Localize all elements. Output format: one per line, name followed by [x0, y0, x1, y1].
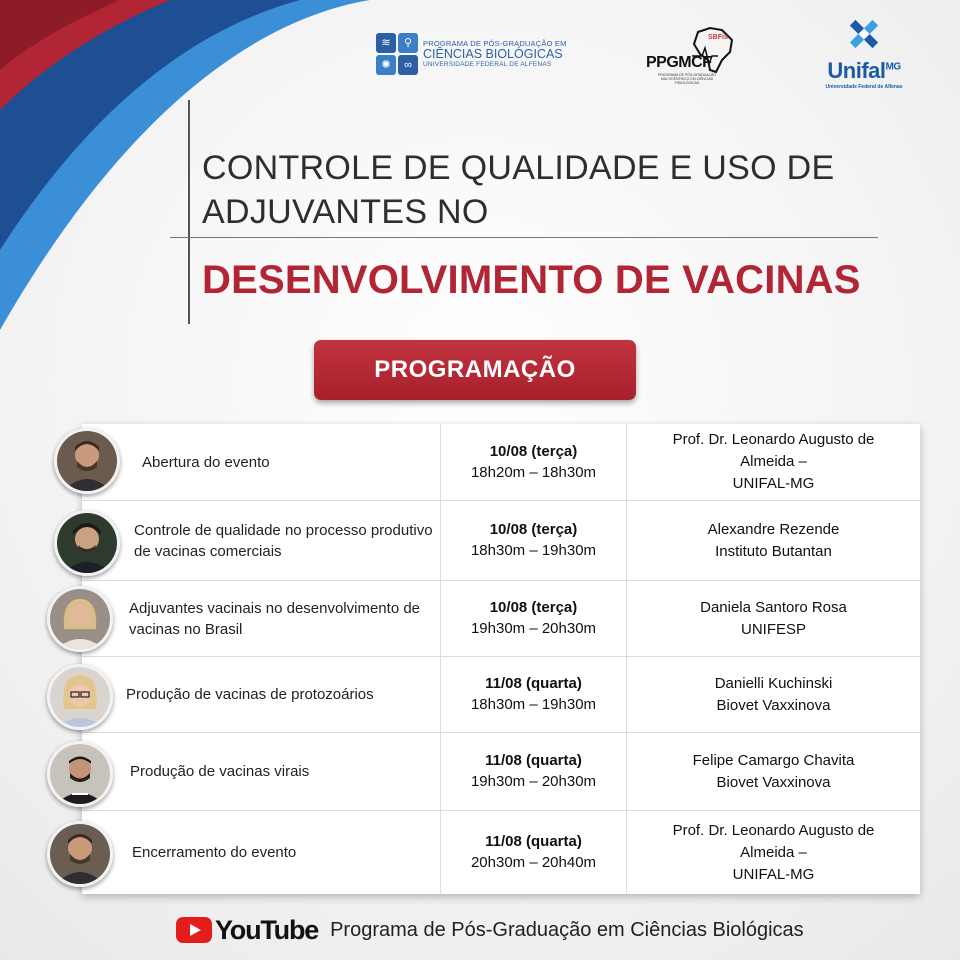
table-row	[82, 811, 920, 894]
avatar	[54, 428, 120, 494]
event-title: CONTROLE DE QUALIDADE E USO DE ADJUVANTES NO	[202, 149, 835, 231]
row-time: 19h30m – 20h30m	[470, 620, 597, 637]
row-date: 11/08 (quarta)	[485, 675, 582, 692]
ppgcb-logo	[376, 33, 567, 75]
row-topic: Produção de vacinas virais	[130, 763, 310, 780]
event-subtitle: DESENVOLVIMENTO DE VACINAS	[202, 258, 861, 302]
row-topic: Produção de vacinas de protozoários	[126, 686, 374, 703]
virus-icon: ✺	[376, 55, 396, 75]
schedule-table	[82, 424, 920, 894]
avatar	[47, 586, 113, 652]
row-topic: Abertura do evento	[142, 453, 270, 471]
unifal-subtitle: Universidade Federal de Alfenas	[825, 84, 903, 90]
channel-name: Programa de Pós-Graduação em Ciências Biológicas	[330, 918, 804, 941]
ppgcb-logo-line3: UNIVERSIDADE FEDERAL DE ALFENAS	[423, 60, 552, 68]
table-row	[82, 501, 920, 581]
unifal-mark-icon	[842, 14, 886, 54]
row-date: 11/08 (quarta)	[485, 833, 582, 850]
footer	[176, 914, 804, 946]
row-time: 19h30m – 20h30m	[470, 773, 597, 790]
unifal-logo	[816, 14, 912, 90]
ppgcb-logo-line1: PROGRAMA DE PÓS-GRADUAÇÃO EM	[423, 38, 567, 48]
row-date: 10/08 (terça)	[489, 599, 578, 616]
table-row	[82, 733, 920, 811]
row-time: 20h30m – 20h40m	[470, 854, 597, 871]
row-date: 10/08 (terça)	[489, 521, 578, 538]
youtube-logo	[176, 915, 318, 946]
unifal-word: Unifal	[827, 58, 886, 83]
ppgmcf-subtitle: PROGRAMA DE PÓS-GRADUAÇÃO MULTICÊNTRICO EM CIÊNCIAS FISIOLÓGICAS	[657, 73, 717, 86]
bacteria-icon: ∞	[398, 55, 418, 75]
row-speaker: Prof. Dr. Leonardo Augusto de Almeida – UNIFAL-MG	[672, 821, 875, 883]
row-time: 18h20m – 18h30m	[470, 463, 597, 481]
row-date: 10/08 (terça)	[489, 442, 578, 460]
table-row	[82, 581, 920, 657]
youtube-wordmark: YouTube	[215, 914, 319, 945]
youtube-play-icon	[176, 917, 212, 943]
row-speaker: Prof. Dr. Leonardo Augusto de Almeida – UNIFAL-MG	[672, 431, 875, 492]
unifal-mg: MG	[885, 61, 901, 73]
row-topic: Encerramento do evento	[132, 844, 297, 861]
program-heading: PROGRAMAÇÃO	[314, 340, 636, 400]
row-date: 11/08 (quarta)	[485, 752, 582, 769]
avatar	[47, 664, 113, 730]
avatar	[54, 510, 120, 576]
dna-icon: ≋	[376, 33, 396, 53]
microscope-icon: ⚲	[398, 33, 418, 53]
row-topic: Adjuvantes vacinais no desenvolvimento de vacinas no Brasil	[129, 599, 421, 638]
row-speaker: Felipe Camargo Chavita Biovet Vaxxinova	[692, 751, 855, 791]
table-row	[82, 424, 920, 501]
row-topic: Controle de qualidade no processo produtivo de vacinas comerciais	[134, 521, 433, 560]
title-horizontal-rule	[170, 237, 878, 238]
ppgcb-logo-line2: CIÊNCIAS BIOLÓGICAS	[423, 47, 563, 62]
row-speaker: Danielli Kuchinski Biovet Vaxxinova	[714, 674, 833, 714]
title-vertical-rule	[188, 100, 190, 324]
row-time: 18h30m – 19h30m	[470, 696, 597, 713]
row-speaker: Alexandre Rezende Instituto Butantan	[707, 520, 840, 560]
avatar	[47, 821, 113, 887]
ppgmcf-name: PPGMCF	[646, 54, 712, 71]
row-time: 18h30m – 19h30m	[470, 542, 597, 559]
avatar	[47, 741, 113, 807]
row-speaker: Daniela Santoro Rosa UNIFESP	[700, 598, 847, 638]
table-row	[82, 657, 920, 733]
ppgcb-logo-icon	[376, 33, 418, 75]
ppgmcf-logo	[640, 24, 740, 84]
sbfis-label: SBFis	[708, 34, 728, 41]
